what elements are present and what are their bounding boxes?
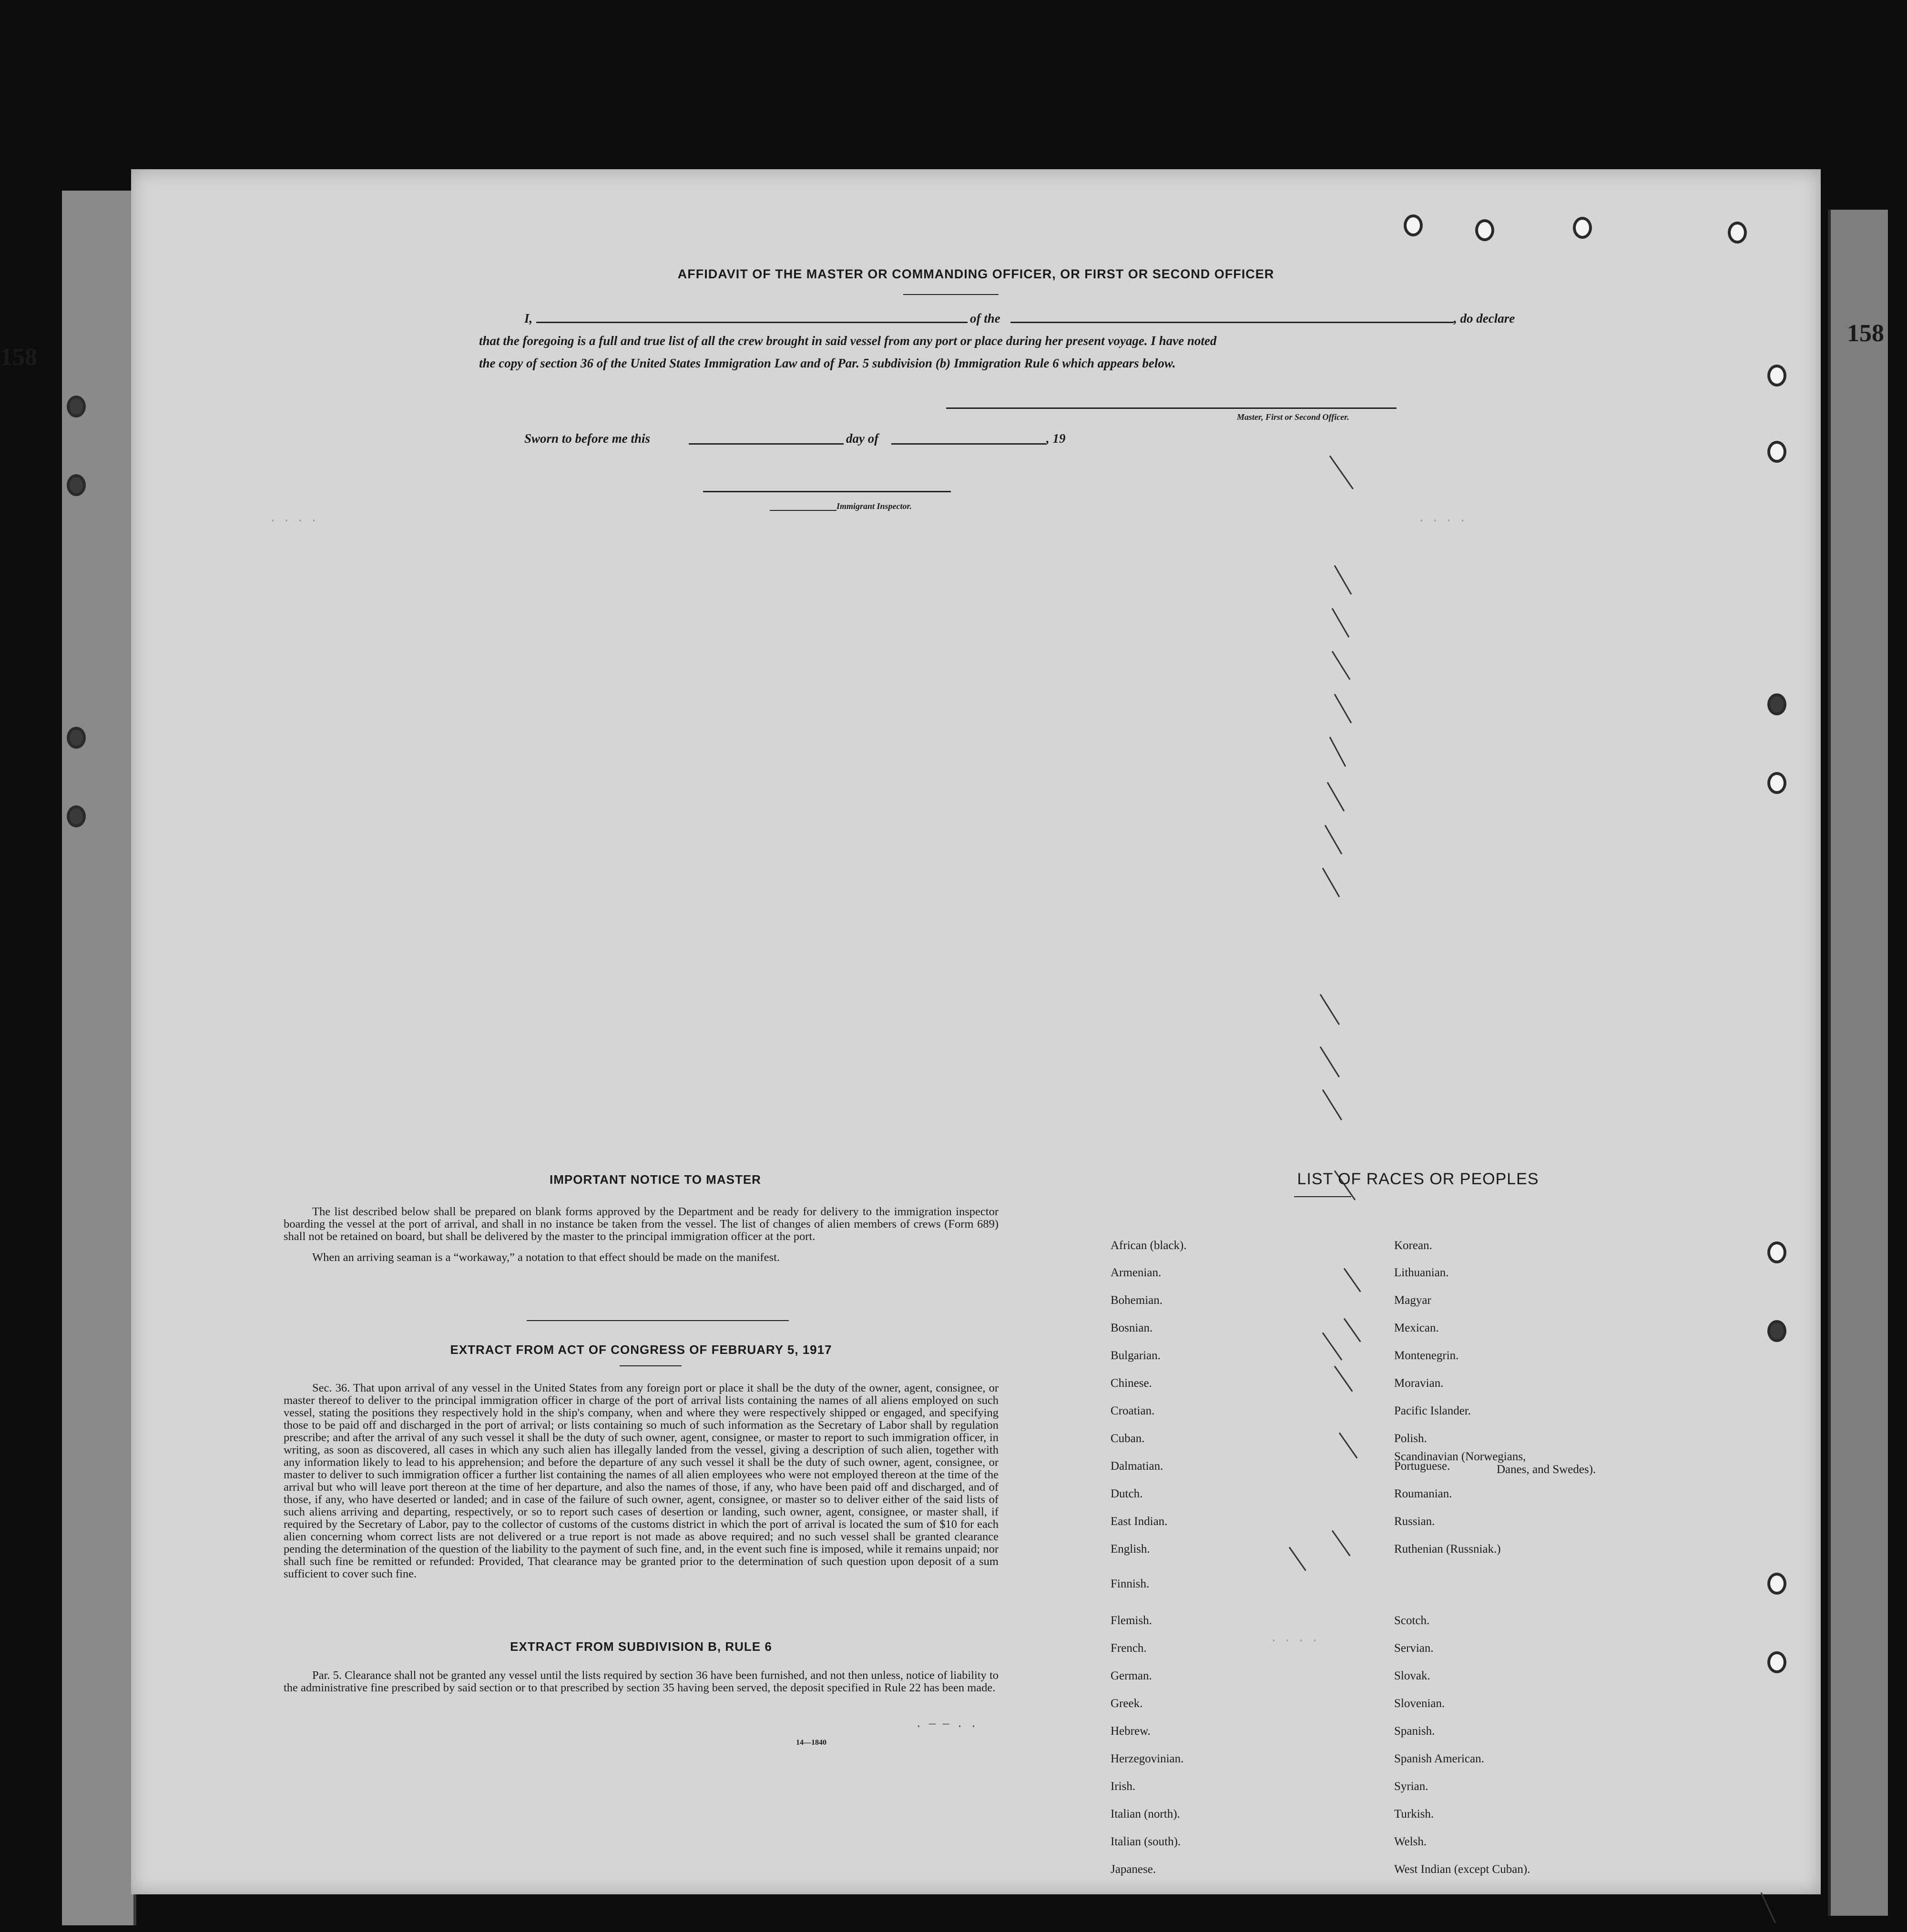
race-item: West Indian (except Cuban). (1394, 1863, 1530, 1876)
title-underline (903, 294, 999, 295)
bleed-through-mark: . . . . (269, 512, 317, 525)
check-mark (1322, 1089, 1342, 1120)
rule-paragraph-5: Par. 5. Clearance shall not be granted any vessel until the lists required by section 36 have been furnished, and not then unless, notice of liability to the administrative fine prescribed by said section or to that prescribed by section 35 having been served, the deposit specified in Rule 22 has been made. (284, 1669, 999, 1694)
races-title: LIST OF RACES OR PEOPLES (1297, 1170, 1539, 1188)
notice-paragraph-1: The list described below shall be prepared on blank forms approved by the Department and be ready for delivery to the immigration inspector boarding the vessel at the port of arrival, and shall in no instance be taken from the vessel. The list of changes of alien members of crews (Form 689) shall not be retained on board, but shall be delivered by the master to the principal immigration officer at the port. (284, 1205, 999, 1243)
punch-hole (67, 727, 86, 749)
affidavit-declare: , do declare (1454, 311, 1515, 325)
punch-hole (1767, 1320, 1786, 1342)
right-film-strip (1828, 210, 1888, 1916)
race-item: Chinese. (1111, 1377, 1152, 1390)
section-divider (527, 1320, 789, 1321)
day-of-text: day of (846, 431, 879, 446)
name-line (536, 322, 968, 323)
race-item-continued: Danes, and Swedes). (1497, 1463, 1596, 1476)
race-item: Croatian. (1111, 1404, 1155, 1417)
rule-title: EXTRACT FROM SUBDIVISION B, RULE 6 (510, 1639, 772, 1654)
notice-title: IMPORTANT NOTICE TO MASTER (550, 1172, 761, 1187)
punch-hole (1767, 772, 1786, 794)
race-item: Syrian. (1394, 1780, 1428, 1793)
check-mark (1322, 868, 1340, 897)
race-item: Welsh. (1394, 1835, 1427, 1848)
punch-hole (1404, 214, 1423, 236)
punch-hole (1767, 1241, 1786, 1263)
month-line (891, 443, 1046, 445)
race-item: Portuguese. (1394, 1460, 1450, 1473)
race-item: Japanese. (1111, 1863, 1156, 1876)
affidavit-of-the: of the (970, 311, 1000, 325)
bleed-through-mark: . . . . (1270, 1632, 1318, 1645)
check-mark (1320, 994, 1340, 1025)
race-item: Korean. (1394, 1239, 1432, 1252)
inspector-label: Immigrant Inspector. (836, 501, 912, 511)
race-item: Slovenian. (1394, 1697, 1445, 1710)
race-item: Bosnian. (1111, 1322, 1153, 1334)
race-item: Cuban. (1111, 1432, 1145, 1445)
check-mark (1334, 694, 1352, 723)
left-film-strip (62, 191, 136, 1925)
affidavit-title: AFFIDAVIT OF THE MASTER OR COMMANDING OFFICER, OR FIRST OR SECOND OFFICER (677, 267, 1275, 281)
race-item: French. (1111, 1642, 1147, 1655)
race-item: Roumanian. (1394, 1487, 1452, 1500)
race-item: Slovak. (1394, 1669, 1430, 1682)
race-item: Spanish. (1394, 1725, 1435, 1738)
notice-paragraph-2: When an arriving seaman is a “workaway,” a notation to that effect should be made on the manifest. (312, 1251, 780, 1264)
race-item: Armenian. (1111, 1266, 1162, 1279)
inspector-line (703, 491, 951, 492)
race-item: Dutch. (1111, 1487, 1143, 1500)
race-item: Scotch. (1394, 1614, 1430, 1627)
race-item: Bulgarian. (1111, 1349, 1161, 1362)
race-item: Irish. (1111, 1780, 1136, 1793)
signature-line (946, 407, 1397, 409)
race-item: Scandinavian (Norwegians, (1394, 1450, 1526, 1463)
check-mark (1289, 1547, 1306, 1571)
bleed-through-mark: . . . . (1418, 512, 1466, 525)
race-item: Hebrew. (1111, 1725, 1151, 1738)
race-item: Ruthenian (Russniak.) (1394, 1543, 1501, 1556)
corner-check-mark (1761, 1892, 1776, 1923)
form-number: 14—1840 (796, 1739, 826, 1747)
race-item: English. (1111, 1543, 1150, 1556)
check-mark (1329, 456, 1354, 489)
punch-hole (1573, 217, 1592, 239)
inspector-lead-line (770, 510, 836, 511)
punch-hole (1767, 1651, 1786, 1673)
punch-hole (1767, 693, 1786, 715)
act-body (284, 1382, 999, 1589)
signature-label: Master, First or Second Officer. (1237, 412, 1349, 422)
affidavit-line3: the copy of section 36 of the United States Immigration Law and of Par. 5 subdivision (b) Immigration Rule 6 which appears below. (479, 356, 1176, 370)
sworn-text: Sworn to before me this (524, 431, 651, 446)
check-mark (1332, 608, 1350, 638)
race-item: Pacific Islander. (1394, 1404, 1471, 1417)
race-item: Italian (north). (1111, 1808, 1180, 1820)
check-mark (1320, 1047, 1340, 1078)
race-item: Greek. (1111, 1697, 1143, 1710)
affidavit-i: I, (524, 311, 533, 325)
act-title: EXTRACT FROM ACT OF CONGRESS OF FEBRUARY 5, 1917 (450, 1342, 832, 1357)
race-item: Turkish. (1394, 1808, 1434, 1820)
check-mark (1334, 1366, 1353, 1392)
rule-body (284, 1669, 999, 1703)
check-mark (1332, 651, 1351, 680)
race-item: Dalmatian. (1111, 1460, 1163, 1473)
race-item: Russian. (1394, 1515, 1435, 1528)
race-item: Servian. (1394, 1642, 1434, 1655)
race-item: Moravian. (1394, 1377, 1444, 1390)
races-title-underline (1294, 1196, 1351, 1197)
sworn-day-line (689, 443, 844, 445)
vessel-line (1010, 322, 1454, 323)
race-item: Bohemian. (1111, 1294, 1163, 1307)
check-mark (1332, 1530, 1351, 1556)
act-title-underline (620, 1365, 682, 1366)
race-item: East Indian. (1111, 1515, 1168, 1528)
race-item: Magyar (1394, 1294, 1431, 1307)
left-edge-number: 158 (0, 344, 37, 371)
race-item: Italian (south). (1111, 1835, 1181, 1848)
race-item: German. (1111, 1669, 1152, 1682)
check-mark (1325, 825, 1343, 854)
right-edge-number: 158 (1847, 320, 1884, 347)
affidavit-line2: that the foregoing is a full and true list of all the crew brought in said vessel from any port or place during her present voyage. I have noted (479, 334, 1217, 348)
check-mark (1344, 1318, 1361, 1342)
year-text: , 19 (1046, 431, 1066, 446)
punch-hole (1767, 441, 1786, 463)
punch-hole (67, 474, 86, 496)
bleed-through-mark: . — — . . (915, 1718, 977, 1731)
notice-body (284, 1206, 999, 1272)
race-item: Lithuanian. (1394, 1266, 1449, 1279)
race-item: Polish. (1394, 1432, 1427, 1445)
race-item: Montenegrin. (1394, 1349, 1459, 1362)
check-mark (1339, 1433, 1358, 1459)
check-mark (1329, 737, 1346, 767)
punch-hole (1475, 219, 1494, 241)
race-item: Spanish American. (1394, 1752, 1484, 1765)
check-mark (1334, 565, 1352, 595)
check-mark (1344, 1268, 1361, 1292)
punch-hole (67, 805, 86, 827)
race-item: Mexican. (1394, 1322, 1439, 1334)
punch-hole (67, 396, 86, 417)
race-item: Flemish. (1111, 1614, 1152, 1627)
race-item: Herzegovinian. (1111, 1752, 1184, 1765)
race-item: Finnish. (1111, 1577, 1150, 1590)
check-mark (1327, 782, 1345, 812)
race-item: African (black). (1111, 1239, 1187, 1252)
act-section-36: Sec. 36. That upon arrival of any vessel in the United States from any foreign port or place it shall be the duty of the owner, agent, consignee, or master thereof to deliver to the principal immigration officer in charge of the port of arrival lists containing the names of all aliens employed on such vessel, stating the positions they respectively hold in the ship's company, when and where they were respectively shipped or engaged, and specifying those to be paid off and discharged in the port of arrival; or lists containing so much of such information as the Secretary of Labor shall by regulation prescribe; and after the arrival of any such vessel it shall be the duty of such owner, agent, consignee, or master to report to such immigration officer, in writing, as soon as discovered, all cases in which any such alien has illegally landed from the vessel, giving a description of such alien, together with any information likely to lead to his apprehension; and before the departure of any such vessel it shall be the duty of such owner, agent, consignee, or master to deliver to such immigration officer a further list containing the names of all alien employees who were not employed thereon at the time of the arrival but who will leave port thereon at the time of her departure, and also the names of those, if any, who have been paid off and discharged, and of those, if any, who have deserted or landed; and in case of the failure of such owner, agent, consignee, or master so to deliver either of the said lists of such aliens arriving and departing, respectively, or so to report such cases of desertion or landing, such owner, agent, consignee, or master shall, if required by the Secretary of Labor, pay to the collector of customs of the customs district in which the port of arrival is located the sum of $10 for each alien concerning whom correct lists are not delivered or a true report is not made as above required; and no such vessel shall be granted clearance pending the determination of the question of the liability to the payment of such fine, and, in the event such fine is imposed, while it remains unpaid; nor shall such fine be remitted or refunded: Provided, That clearance may be granted prior to the determination of such question upon deposit of a sum sufficient to cover such fine. (284, 1382, 999, 1580)
punch-hole (1728, 222, 1747, 244)
punch-hole (1767, 1573, 1786, 1595)
document-page (131, 169, 1821, 1894)
check-mark (1322, 1332, 1343, 1361)
